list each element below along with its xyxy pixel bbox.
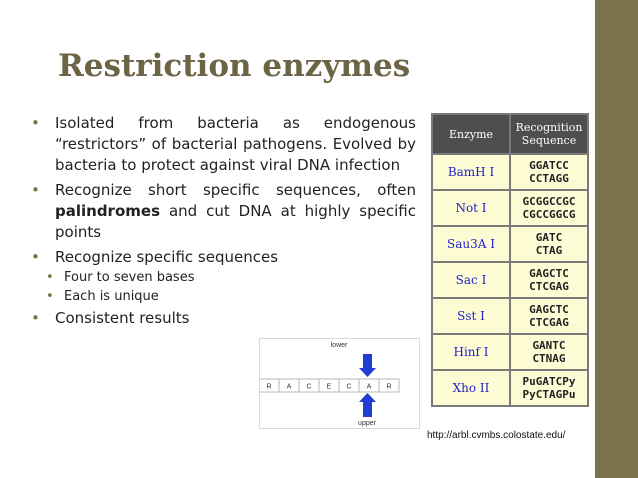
- bullet-text: Recognize short specific sequences, often: [55, 181, 416, 199]
- sequence-bottom-strand: CTNAG: [532, 352, 566, 365]
- bullet-item: [31, 180, 416, 243]
- lower-label: lower: [330, 342, 348, 349]
- recognition-sequence: [510, 370, 588, 406]
- bullet-dot-icon: •: [31, 248, 40, 266]
- sequence-top-strand: GAGCTC: [529, 267, 569, 280]
- table-row: [432, 370, 588, 406]
- letter-label: C: [346, 383, 352, 391]
- enzyme-table: [431, 113, 589, 407]
- bullet-text: and cut DNA at highly specific points: [55, 202, 416, 241]
- recognition-sequence: [510, 298, 588, 334]
- sequence-bottom-strand: CTCGAG: [529, 280, 569, 293]
- table-row: [432, 154, 588, 190]
- sequence-top-strand: GANTC: [532, 339, 566, 352]
- table-row: [432, 298, 588, 334]
- recognition-sequence: [510, 190, 588, 226]
- table-row: [432, 262, 588, 298]
- enzyme-name: Sac I: [432, 262, 510, 298]
- bullet-list: [31, 113, 416, 333]
- recognition-sequence: [510, 154, 588, 190]
- table-row: [432, 226, 588, 262]
- source-url: http://arbl.cvmbs.colostate.edu/: [427, 430, 566, 441]
- upper-label: upper: [358, 420, 376, 427]
- sub-bullet-text: Each is unique: [64, 289, 159, 304]
- sequence-top-strand: GCGGCCGC: [522, 195, 576, 208]
- sequence-top-strand: GGATCC: [529, 159, 569, 172]
- recognition-sequence: [510, 334, 588, 370]
- header-enzyme: Enzyme: [432, 114, 510, 154]
- letter-label: R: [386, 383, 392, 391]
- enzyme-name: Xho II: [432, 370, 510, 406]
- letter-label: E: [326, 383, 332, 391]
- bullet-item: [31, 308, 416, 329]
- bullet-item: [31, 247, 416, 268]
- bullet-dot-icon: •: [31, 309, 40, 327]
- accent-sidebar-bar: [595, 0, 638, 478]
- sequence-bottom-strand: CCTAGG: [529, 172, 569, 185]
- letter-label: A: [286, 383, 292, 391]
- recognition-sequence: [510, 262, 588, 298]
- letter-label: C: [306, 383, 312, 391]
- slide-title: Restriction enzymes: [58, 48, 411, 84]
- bullet-dot-icon: •: [31, 181, 40, 199]
- enzyme-name: Sau3A I: [432, 226, 510, 262]
- letter-label: R: [266, 383, 272, 391]
- bullet-text: Isolated from bacteria as endogenous “restrictors” of bacterial pathogens. Evolved by bacteria to protect against viral DNA infection: [55, 114, 416, 174]
- table-row: [432, 334, 588, 370]
- sub-bullet-text: Four to seven bases: [64, 270, 195, 285]
- letter-label: A: [366, 383, 372, 391]
- enzyme-name: BamH I: [432, 154, 510, 190]
- bullet-dot-icon: •: [46, 289, 54, 304]
- sequence-bottom-strand: CGCCGGCG: [522, 208, 576, 221]
- bullet-dot-icon: •: [46, 270, 54, 285]
- letter-row: [259, 379, 399, 392]
- sequence-bottom-strand: CTCGAG: [529, 316, 569, 329]
- table-header-row: [432, 114, 588, 154]
- sequence-bottom-strand: CTAG: [535, 244, 563, 257]
- recognition-sequence: [510, 226, 588, 262]
- table-row: [432, 190, 588, 226]
- bullet-text: Recognize specific sequences: [55, 248, 279, 266]
- sub-bullet-item: [31, 287, 416, 306]
- header-recognition-sequence: Recognition Sequence: [510, 114, 588, 154]
- bullet-bold-term: palindromes: [55, 202, 160, 220]
- enzyme-name: Hinf I: [432, 334, 510, 370]
- sub-bullet-item: [31, 268, 416, 287]
- sequence-top-strand: GATC: [535, 231, 563, 244]
- enzyme-name: Sst I: [432, 298, 510, 334]
- bullet-text: Consistent results: [55, 309, 190, 327]
- enzyme-name: Not I: [432, 190, 510, 226]
- sequence-top-strand: PuGATCPy: [522, 375, 576, 388]
- bullet-item: [31, 113, 416, 176]
- bullet-dot-icon: •: [31, 114, 40, 132]
- sequence-bottom-strand: PyCTAGPu: [522, 388, 576, 401]
- sequence-top-strand: GAGCTC: [529, 303, 569, 316]
- palindrome-figure: [259, 338, 420, 429]
